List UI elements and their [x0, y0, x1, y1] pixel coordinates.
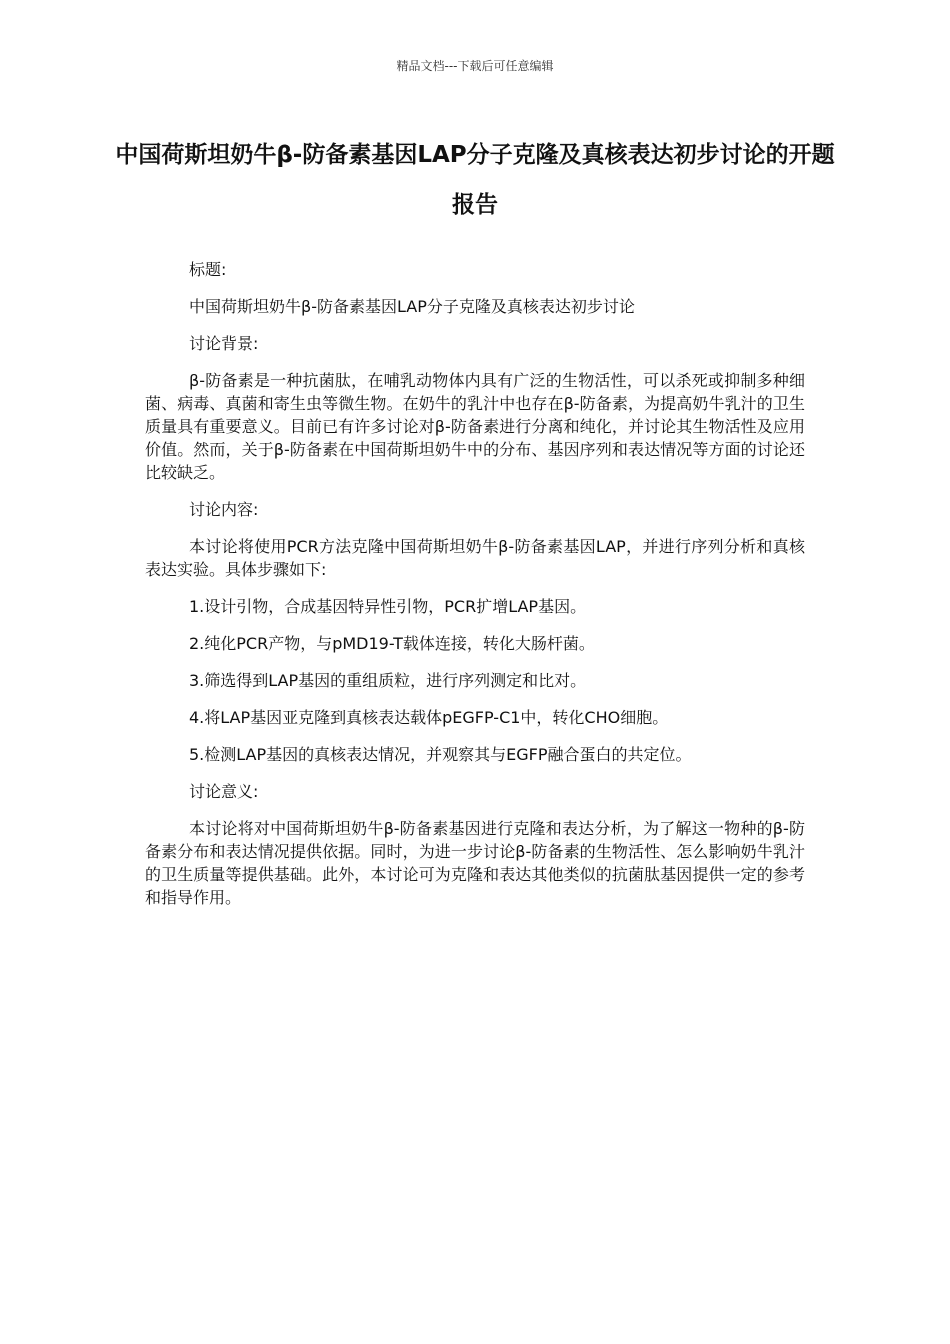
title-text: 中国荷斯坦奶牛β-防备素基因LAP分子克隆及真核表达初步讨论	[189, 297, 635, 316]
step-item: 3.筛选得到LAP基因的重组质粒，进行序列测定和比对。	[189, 671, 587, 690]
document-title: 中国荷斯坦奶牛β-防备素基因LAP分子克隆及真核表达初步讨论的开题报告	[115, 142, 835, 218]
step-item: 2.纯化PCR产物，与pMD19-T载体连接，转化大肠杆菌。	[189, 634, 595, 653]
step-item: 1.设计引物，合成基因特异性引物，PCR扩增LAP基因。	[189, 597, 587, 616]
step-item: 5.检测LAP基因的真核表达情况，并观察其与EGFP融合蛋白的共定位。	[189, 745, 692, 764]
content-label: 讨论内容:	[189, 500, 259, 519]
significance-label: 讨论意义:	[189, 782, 259, 801]
content-paragraph: 本讨论将使用PCR方法克隆中国荷斯坦奶牛β-防备素基因LAP，并进行序列分析和真核表达实验。具体步骤如下:	[145, 537, 805, 579]
background-paragraph: β-防备素是一种抗菌肽，在哺乳动物体内具有广泛的生物活性，可以杀死或抑制多种细菌、病毒、真菌和寄生虫等微生物。在奶牛的乳汁中也存在β-防备素，为提高奶牛乳汁的卫生质量具有重要意义。目前已有许多讨论对β-防备素进行分离和纯化，并讨论其生物活性及应用价值。然而，关于β-防备素在中国荷斯坦奶牛中的分布、基因序列和表达情况等方面的讨论还比较缺乏。	[145, 371, 805, 482]
significance-paragraph: 本讨论将对中国荷斯坦奶牛β-防备素基因进行克隆和表达分析，为了解这一物种的β-防备素分布和表达情况提供依据。同时，为进一步讨论β-防备素的生物活性、怎么影响奶牛乳汁的卫生质量等提供基础。此外，本讨论可为克隆和表达其他类似的抗菌肽基因提供一定的参考和指导作用。	[145, 819, 805, 907]
background-label: 讨论背景:	[189, 334, 259, 353]
page-header: 精品文档---下载后可任意编辑	[396, 59, 554, 73]
title-label: 标题:	[189, 260, 227, 279]
document-body	[145, 258, 805, 923]
step-item: 4.将LAP基因亚克隆到真核表达载体pEGFP-C1中，转化CHO细胞。	[189, 708, 669, 727]
